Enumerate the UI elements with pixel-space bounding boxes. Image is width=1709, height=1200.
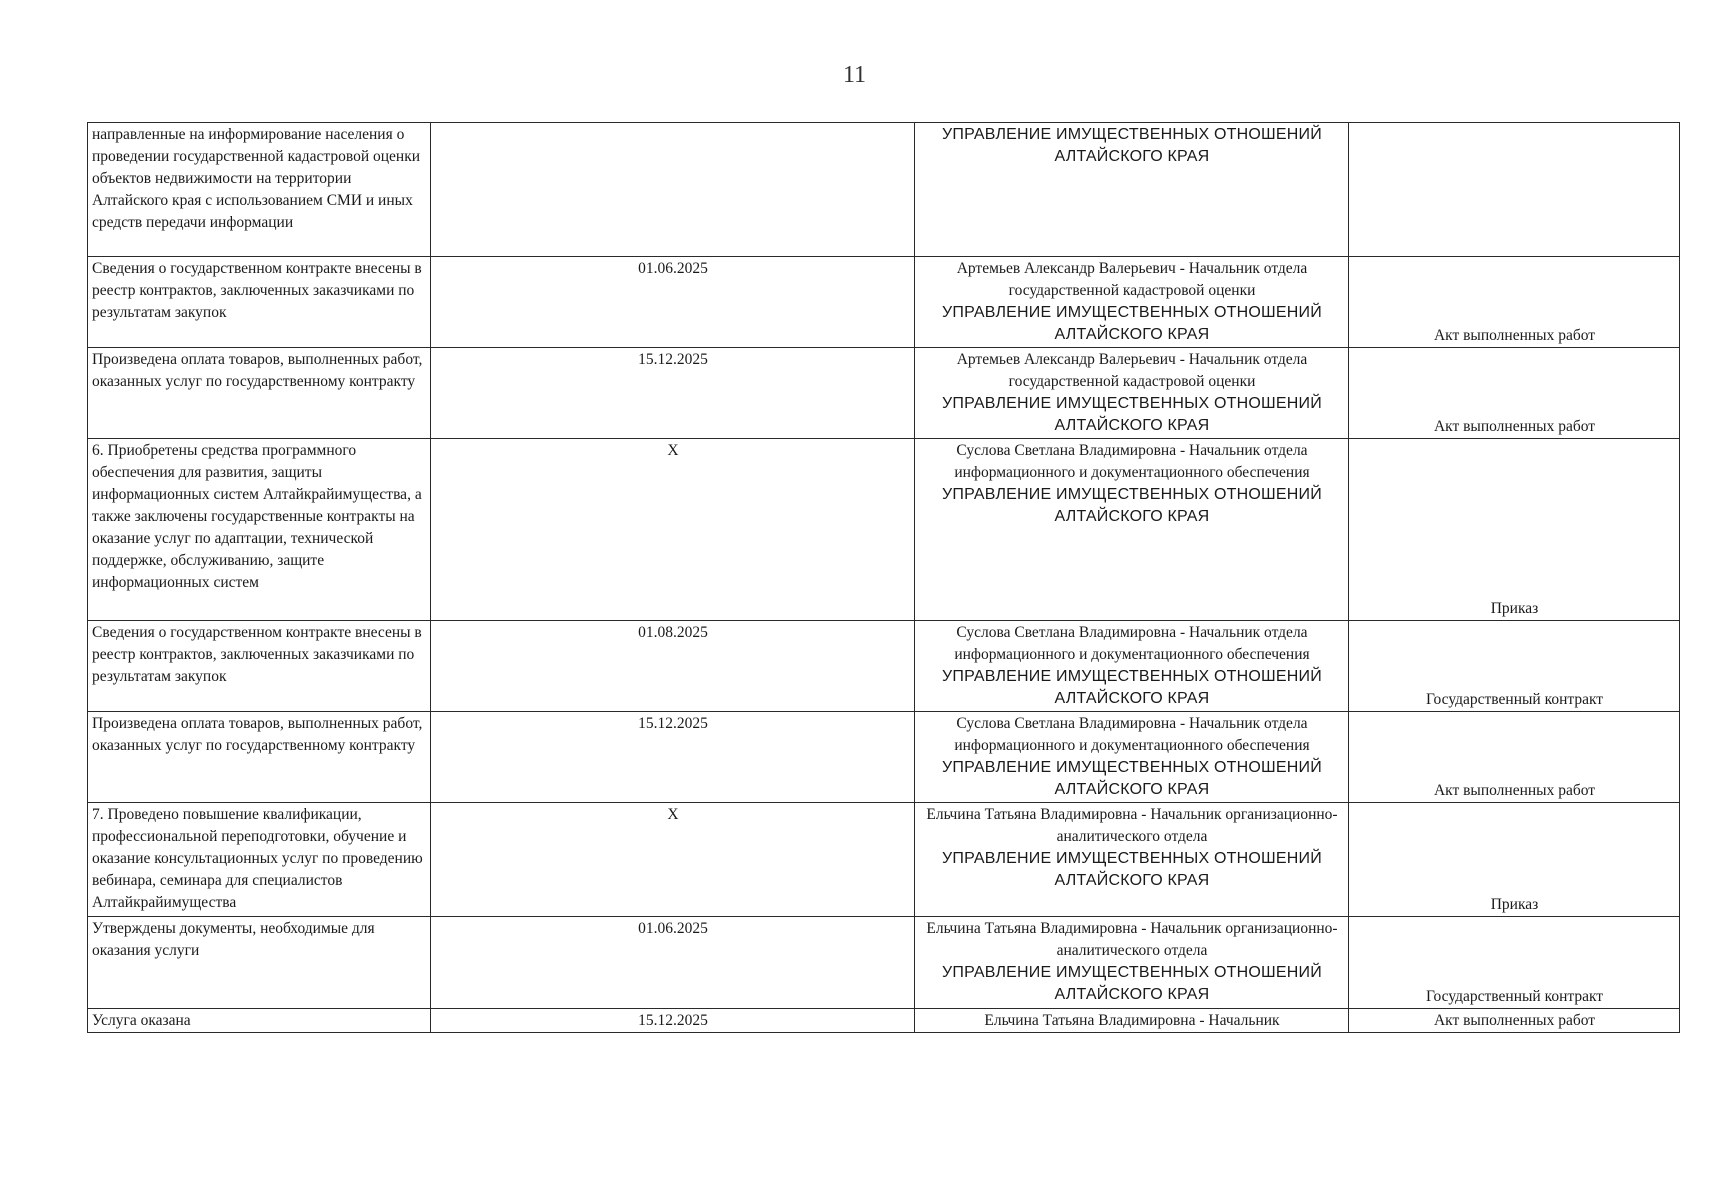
document-cell: Акт выполненных работ bbox=[1349, 348, 1680, 439]
task-cell: Сведения о государственном контракте внесены в реестр контрактов, заключенных заказчиками по результатам закупок bbox=[88, 621, 431, 712]
table-row bbox=[88, 257, 1680, 348]
task-cell: 7. Проведено повышение квалификации, профессиональной переподготовки, обучение и оказание консультационных услуг по проведению вебинара, семинара для специалистов Алтайкрайимущества bbox=[88, 803, 431, 917]
table-row bbox=[88, 123, 1680, 257]
responsible-person: Артемьев Александр Валерьевич - Начальник отдела государственной кадастровой оценки bbox=[956, 351, 1308, 390]
document-cell bbox=[1349, 123, 1680, 257]
responsible-person: Ельчина Татьяна Владимировна - Начальник организационно-аналитического отдела bbox=[926, 920, 1338, 959]
task-cell: Услуга оказана bbox=[88, 1009, 431, 1033]
responsible-org: УПРАВЛЕНИЕ ИМУЩЕСТВЕННЫХ ОТНОШЕНИЙ АЛТАЙСКОГО КРАЯ bbox=[942, 395, 1322, 434]
document-cell: Государственный контракт bbox=[1349, 917, 1680, 1009]
document-cell: Приказ bbox=[1349, 803, 1680, 917]
task-cell: Произведена оплата товаров, выполненных работ, оказанных услуг по государственному контракту bbox=[88, 348, 431, 439]
responsible-cell bbox=[915, 803, 1349, 917]
date-cell: X bbox=[431, 439, 915, 621]
responsible-org: УПРАВЛЕНИЕ ИМУЩЕСТВЕННЫХ ОТНОШЕНИЙ АЛТАЙСКОГО КРАЯ bbox=[942, 850, 1322, 889]
task-cell: Произведена оплата товаров, выполненных работ, оказанных услуг по государственному контракту bbox=[88, 712, 431, 803]
responsible-person: Ельчина Татьяна Владимировна - Начальник организационно-аналитического отдела bbox=[926, 806, 1338, 845]
responsible-person: Суслова Светлана Владимировна - Начальник отдела информационного и документационного обеспечения bbox=[954, 715, 1310, 754]
table-row bbox=[88, 439, 1680, 621]
task-cell: направленные на информирование населения о проведении государственной кадастровой оценки объектов недвижимости на территории Алтайского края с использованием СМИ и иных средств передачи информации bbox=[88, 123, 431, 257]
responsible-org: УПРАВЛЕНИЕ ИМУЩЕСТВЕННЫХ ОТНОШЕНИЙ АЛТАЙСКОГО КРАЯ bbox=[942, 964, 1322, 1003]
responsible-cell bbox=[915, 712, 1349, 803]
table-row bbox=[88, 621, 1680, 712]
responsible-org: УПРАВЛЕНИЕ ИМУЩЕСТВЕННЫХ ОТНОШЕНИЙ АЛТАЙСКОГО КРАЯ bbox=[942, 759, 1322, 798]
date-cell bbox=[431, 123, 915, 257]
date-cell: X bbox=[431, 803, 915, 917]
document-cell: Приказ bbox=[1349, 439, 1680, 621]
date-cell: 15.12.2025 bbox=[431, 1009, 915, 1033]
responsible-cell bbox=[915, 621, 1349, 712]
date-cell: 01.06.2025 bbox=[431, 917, 915, 1009]
responsible-person: Суслова Светлана Владимировна - Начальник отдела информационного и документационного обеспечения bbox=[954, 624, 1310, 663]
page-number: 11 bbox=[842, 62, 867, 88]
responsible-org: УПРАВЛЕНИЕ ИМУЩЕСТВЕННЫХ ОТНОШЕНИЙ АЛТАЙСКОГО КРАЯ bbox=[942, 486, 1322, 525]
date-cell: 01.06.2025 bbox=[431, 257, 915, 348]
responsible-cell bbox=[915, 123, 1349, 257]
responsible-cell bbox=[915, 348, 1349, 439]
responsible-person: Суслова Светлана Владимировна - Начальник отдела информационного и документационного обеспечения bbox=[954, 442, 1310, 481]
task-cell: Утверждены документы, необходимые для оказания услуги bbox=[88, 917, 431, 1009]
plan-table bbox=[87, 122, 1680, 1033]
table-row bbox=[88, 803, 1680, 917]
date-cell: 15.12.2025 bbox=[431, 348, 915, 439]
task-cell: 6. Приобретены средства программного обеспечения для развития, защиты информационных систем Алтайкрайимущества, а также заключены государственные контракты на оказание услуг по адаптации, технической поддержке, обслуживанию, защите информационных систем bbox=[88, 439, 431, 621]
task-cell: Сведения о государственном контракте внесены в реестр контрактов, заключенных заказчиками по результатам закупок bbox=[88, 257, 431, 348]
responsible-cell bbox=[915, 917, 1349, 1009]
responsible-person: Ельчина Татьяна Владимировна - Начальник bbox=[984, 1012, 1280, 1029]
responsible-cell bbox=[915, 1009, 1349, 1033]
date-cell: 15.12.2025 bbox=[431, 712, 915, 803]
table-row bbox=[88, 1009, 1680, 1033]
document-cell: Государственный контракт bbox=[1349, 621, 1680, 712]
document-cell: Акт выполненных работ bbox=[1349, 1009, 1680, 1033]
table-row bbox=[88, 712, 1680, 803]
date-cell: 01.08.2025 bbox=[431, 621, 915, 712]
responsible-cell bbox=[915, 439, 1349, 621]
responsible-cell bbox=[915, 257, 1349, 348]
table-row bbox=[88, 917, 1680, 1009]
table-row bbox=[88, 348, 1680, 439]
responsible-org: УПРАВЛЕНИЕ ИМУЩЕСТВЕННЫХ ОТНОШЕНИЙ АЛТАЙСКОГО КРАЯ bbox=[942, 668, 1322, 707]
document-cell: Акт выполненных работ bbox=[1349, 257, 1680, 348]
document-cell: Акт выполненных работ bbox=[1349, 712, 1680, 803]
responsible-person: Артемьев Александр Валерьевич - Начальник отдела государственной кадастровой оценки bbox=[956, 260, 1308, 299]
responsible-org: УПРАВЛЕНИЕ ИМУЩЕСТВЕННЫХ ОТНОШЕНИЙ АЛТАЙСКОГО КРАЯ bbox=[942, 304, 1322, 343]
responsible-org: УПРАВЛЕНИЕ ИМУЩЕСТВЕННЫХ ОТНОШЕНИЙ АЛТАЙСКОГО КРАЯ bbox=[942, 126, 1322, 165]
